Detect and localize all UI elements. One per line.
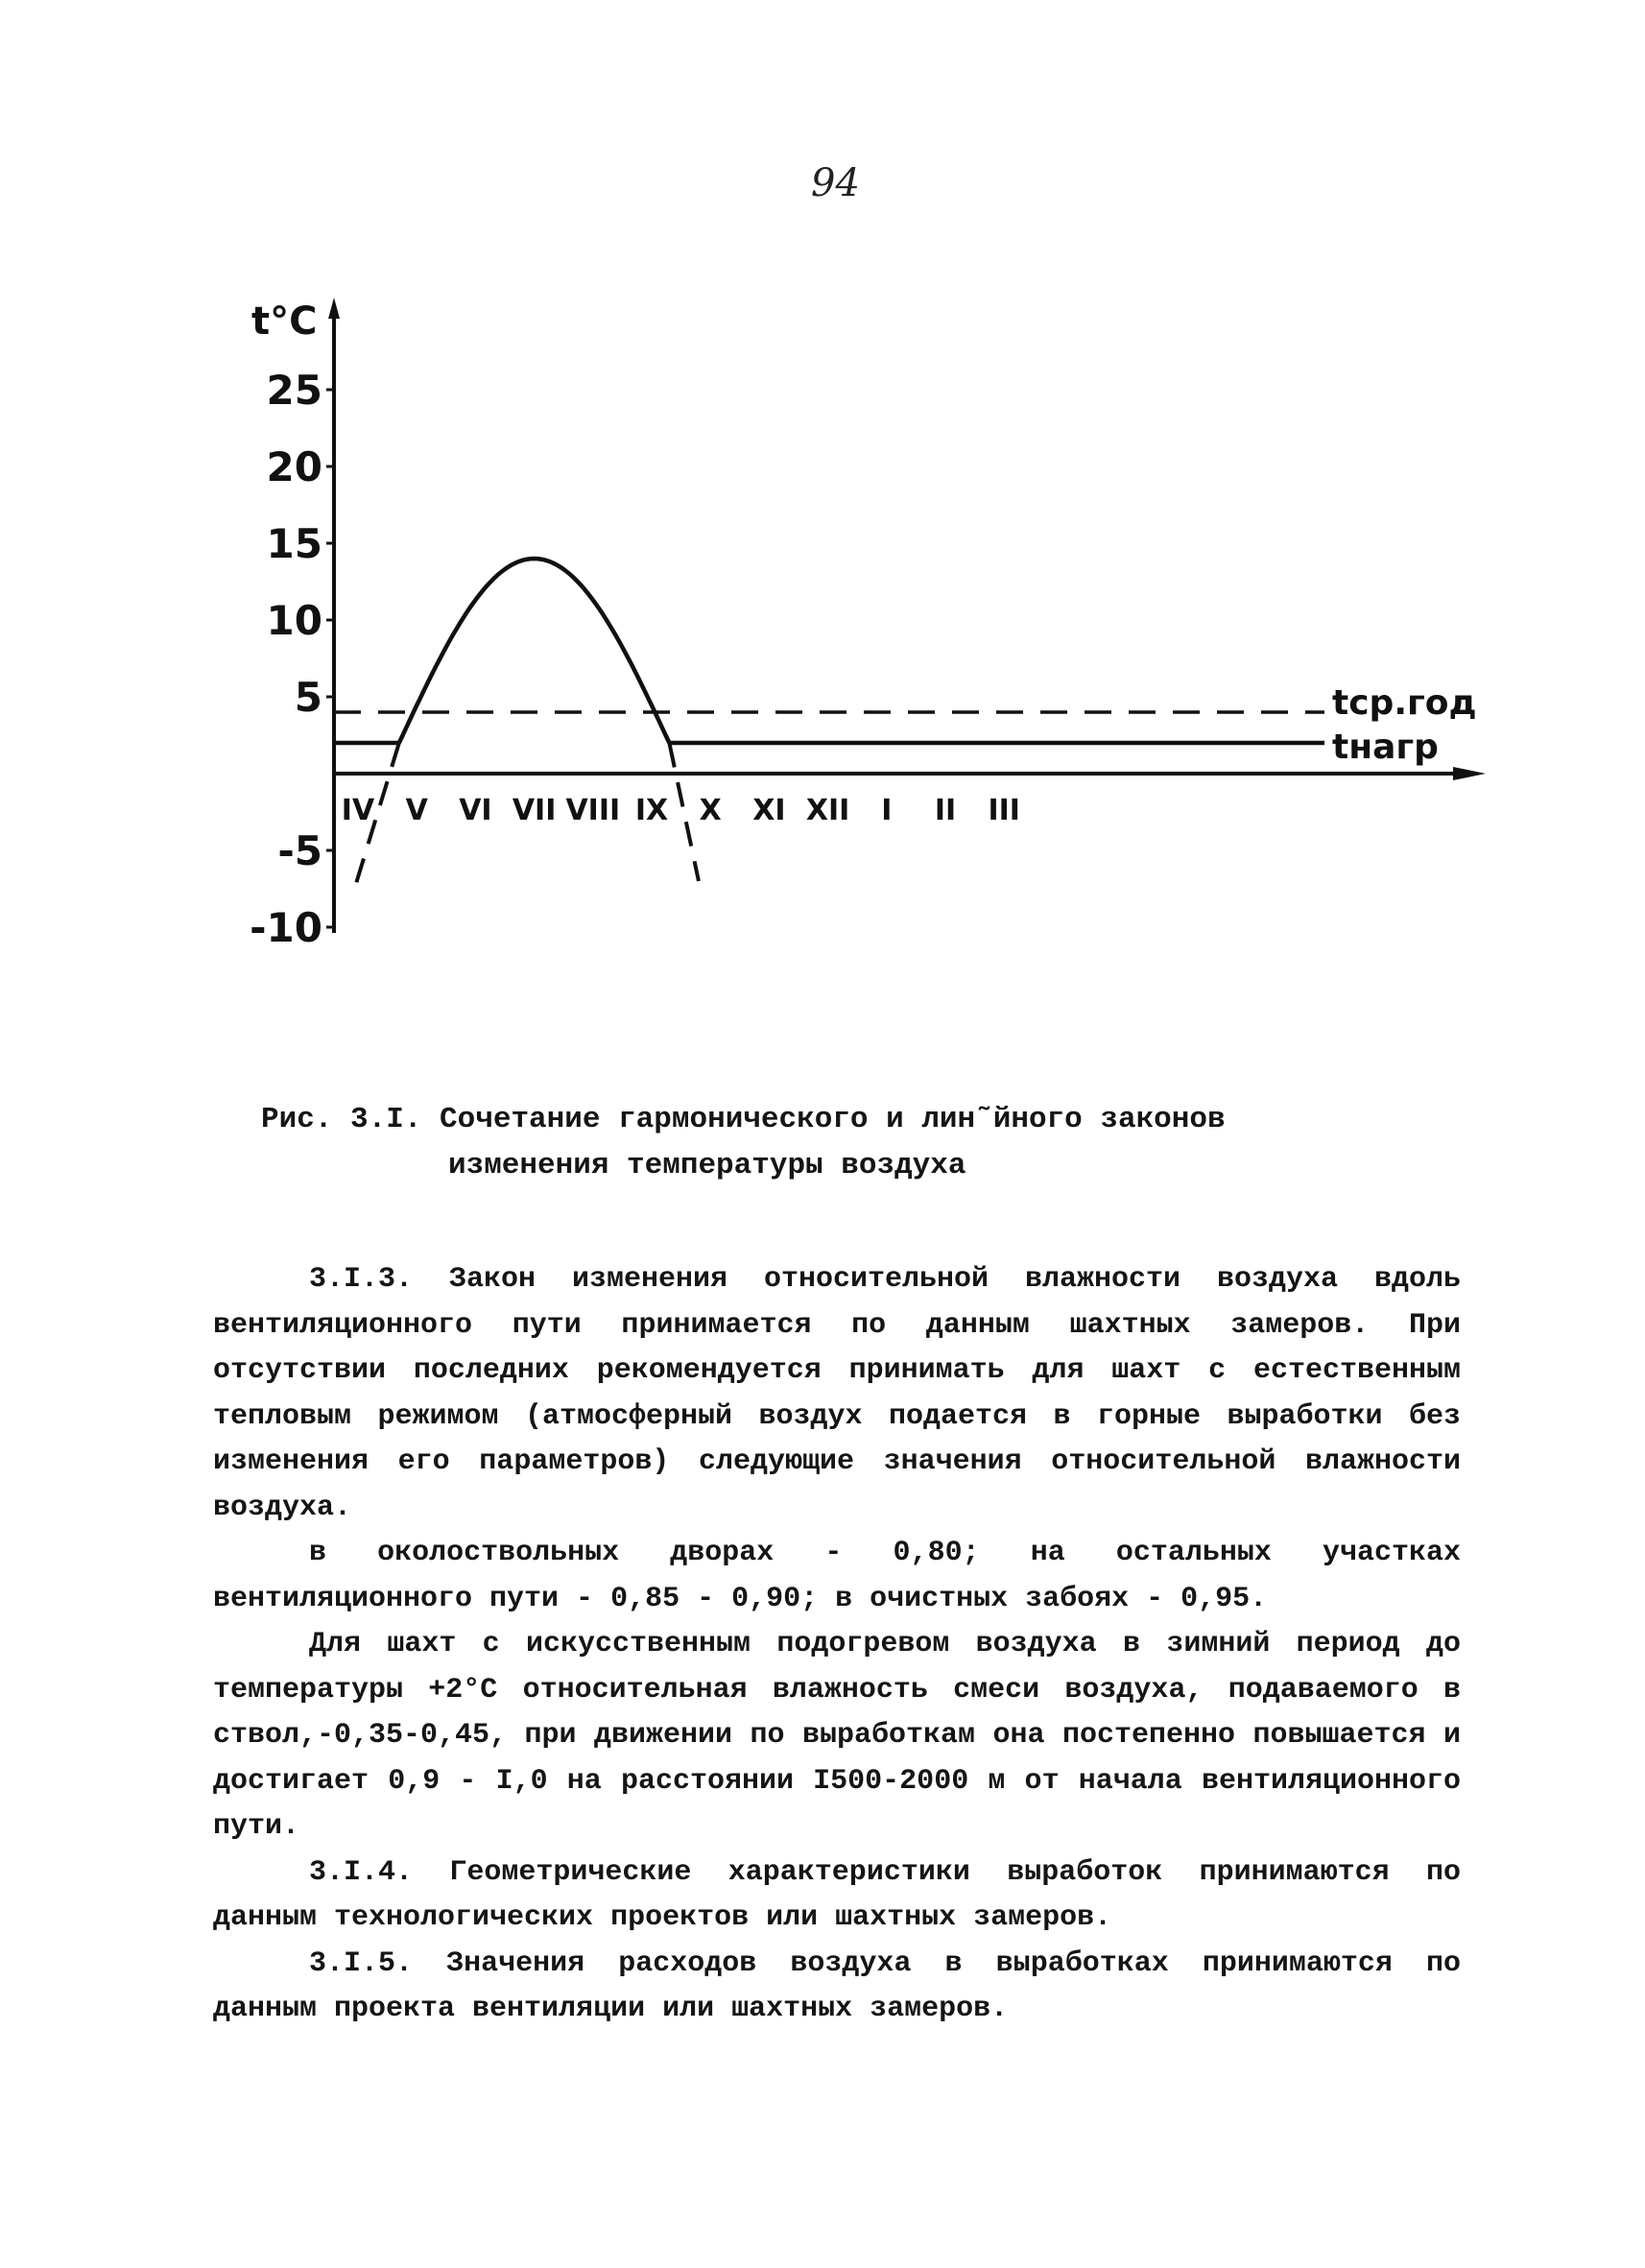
x-tick-label: I (881, 794, 893, 827)
y-tick-label: 5 (294, 674, 322, 721)
chart-labels (251, 299, 1477, 767)
harmonic-curve (399, 559, 670, 743)
x-tick-label: XII (805, 794, 850, 827)
caption-line-1: Сочетание гармонического и лин˜йного законов (440, 1103, 1226, 1136)
x-tick-label: VIII (565, 794, 621, 827)
paragraph-heated-shafts: Для шахт с искусственным подогревом воздуха в зимний период до температуры +2°С относительная влажность смеси воздуха, подаваемого в ствол,-0,35-0,45, при движении по выработкам она постепенно повышается и достигает 0,9 - I,0 на расстоянии I500-2000 м от начала вентиляционного пути. (213, 1628, 1461, 1843)
y-tick-label: 20 (266, 443, 322, 490)
caption-label: Рис. 3.I. (261, 1103, 422, 1136)
y-axis-arrow (328, 298, 340, 319)
x-tick-label: XI (752, 794, 786, 827)
paragraph-3-1-5: 3.I.5. Значения расходов воздуха в выработках принимаются по данным проекта вентиляции или шахтных замеров. (213, 1946, 1461, 2025)
x-tick-label: III (988, 794, 1020, 827)
y-axis-label: t°C (251, 299, 318, 344)
body-text (213, 1257, 1461, 2033)
figure-caption (261, 1097, 1470, 1189)
harmonic-extension-right (669, 743, 699, 881)
x-tick-label: VI (459, 794, 492, 827)
paragraph-3-1-3: 3.I.3. Закон изменения относительной влажности воздуха вдоль вентиляционного пути принимается по данным шахтных замеров. При отсутствии последних рекомендуется принимать для шахт с естественным тепловым режимом (атмосферный воздух подается в горные выработки без изменения его параметров) следующие значения относительной влажности воздуха. (213, 1263, 1461, 1524)
page-number: 94 (811, 161, 860, 205)
y-tick-label: 15 (266, 520, 322, 567)
temperature-chart (230, 298, 1497, 998)
paragraph-3-1-4: 3.I.4. Геометрические характеристики выработок принимаются по данным технологических проектов или шахтных замеров. (213, 1855, 1461, 1934)
x-tick-label: IV (341, 794, 375, 827)
y-tick-label: -5 (277, 827, 322, 874)
chart-series (334, 559, 1324, 896)
x-tick-label: V (405, 794, 428, 827)
x-tick-label: II (934, 794, 957, 827)
y-tick-label: 10 (266, 597, 322, 644)
y-tick-label: 25 (266, 367, 322, 414)
x-tick-label: X (699, 794, 722, 827)
paragraph-humidity-values: в околоствольных дворах - 0,80; на остальных участках вентиляционного пути - 0,85 - 0,90; в очистных забоях - 0,95. (213, 1537, 1461, 1615)
x-axis-arrow (1453, 767, 1486, 780)
x-tick-label: VII (512, 794, 557, 827)
caption-line-2: изменения температуры воздуха (448, 1149, 966, 1182)
y-tick-label: -10 (250, 904, 322, 951)
annual-average-label: tср.год (1332, 683, 1477, 723)
chart-axes (328, 298, 1486, 933)
heating-label: tнагр (1332, 728, 1439, 767)
chart-ticks (250, 367, 1020, 951)
x-tick-label: IX (634, 794, 669, 827)
